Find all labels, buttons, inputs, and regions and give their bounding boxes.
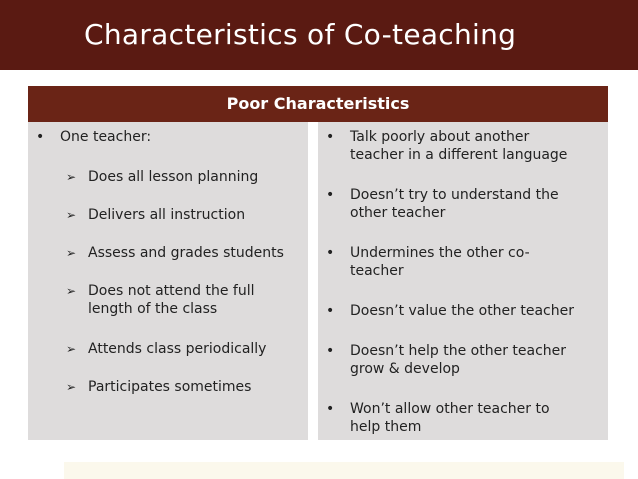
bullet-icon: • xyxy=(326,129,335,145)
bullet-icon: • xyxy=(326,401,335,417)
bullet-icon: • xyxy=(36,129,45,145)
sub-list-item-text: Participates sometimes xyxy=(88,379,252,395)
list-item xyxy=(326,128,604,164)
section-header xyxy=(28,86,608,122)
list-item xyxy=(326,400,604,436)
slide-title: Characteristics of Co-teaching xyxy=(84,18,517,51)
arrow-bullet-icon: ➢ xyxy=(66,380,77,394)
footer-strip xyxy=(64,462,624,479)
sub-list-item-text: Delivers all instruction xyxy=(88,207,246,223)
list-item xyxy=(326,244,604,280)
list-item-text-line2: teacher in a different language xyxy=(350,147,568,163)
section-header-label: Poor Characteristics xyxy=(226,94,410,113)
sub-list-item xyxy=(66,282,306,318)
left-column xyxy=(28,122,308,440)
list-item-text: Doesn’t try to understand the xyxy=(350,187,559,203)
arrow-bullet-icon: ➢ xyxy=(66,170,77,184)
list-item-text: Talk poorly about another xyxy=(350,129,530,145)
list-item-text: Doesn’t help the other teacher xyxy=(350,343,567,359)
arrow-bullet-icon: ➢ xyxy=(66,208,77,222)
list-item-text: One teacher: xyxy=(60,129,152,145)
arrow-bullet-icon: ➢ xyxy=(66,246,77,260)
list-item-text-line2: other teacher xyxy=(350,205,446,221)
list-item-text-line2: grow & develop xyxy=(350,361,460,377)
list-item-text-line2: help them xyxy=(350,419,422,435)
arrow-bullet-icon: ➢ xyxy=(66,342,77,356)
bullet-icon: • xyxy=(326,245,335,261)
list-item-text: Doesn’t value the other teacher xyxy=(350,303,574,319)
right-column xyxy=(318,122,608,440)
list-item-text: Won’t allow other teacher to xyxy=(350,401,550,417)
sub-list-item-text: Attends class periodically xyxy=(88,341,267,357)
bullet-icon: • xyxy=(326,187,335,203)
list-item-text: Undermines the other co- xyxy=(350,245,530,261)
bullet-icon: • xyxy=(326,303,335,319)
title-bar xyxy=(0,0,638,70)
list-item-text-line2: teacher xyxy=(350,263,404,279)
list-item xyxy=(326,342,604,378)
sub-list-item-text: Does all lesson planning xyxy=(88,169,259,185)
sub-list-item-text-line2: length of the class xyxy=(88,301,218,317)
sub-list-item-text: Does not attend the full xyxy=(88,283,255,299)
bullet-icon: • xyxy=(326,343,335,359)
sub-list-item-text: Assess and grades students xyxy=(88,245,284,261)
arrow-bullet-icon: ➢ xyxy=(66,284,77,298)
list-item xyxy=(326,186,604,222)
